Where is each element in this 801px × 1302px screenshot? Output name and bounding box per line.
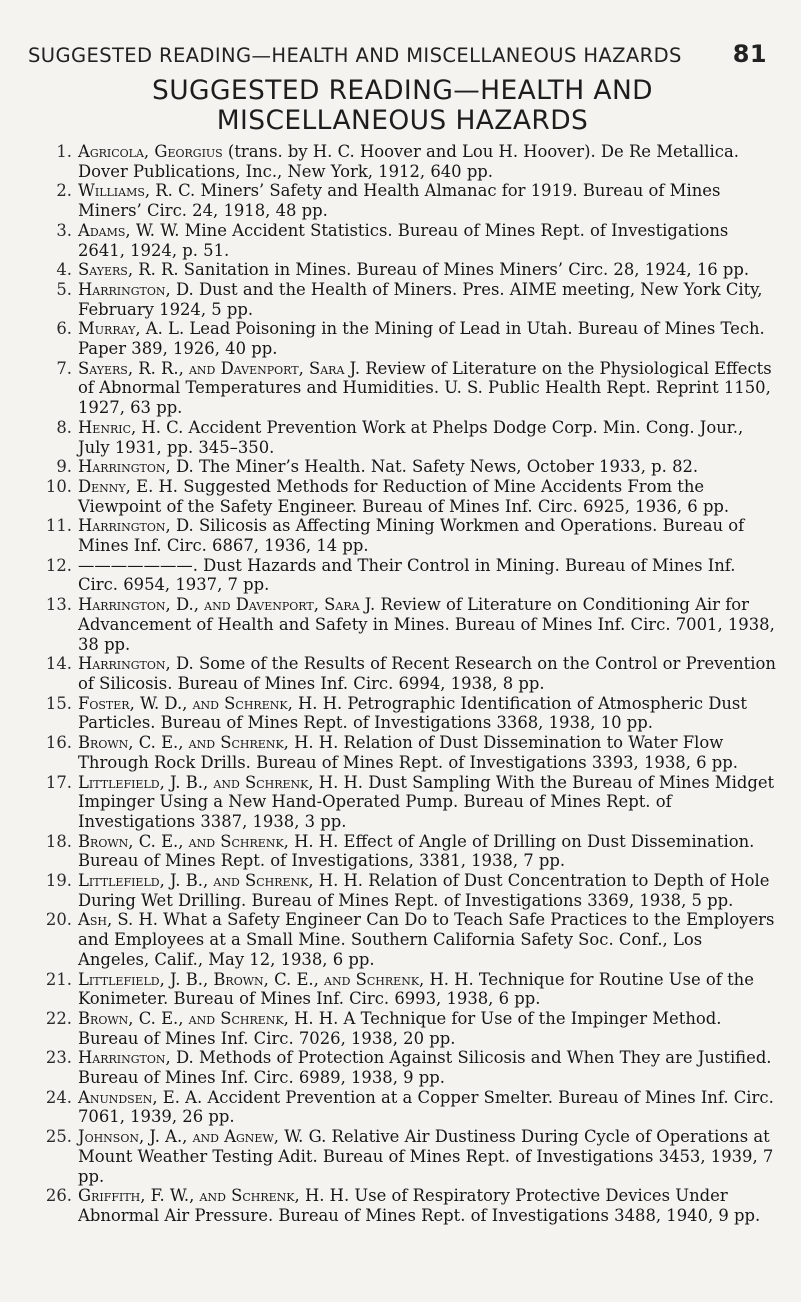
reference-number: 18.	[45, 831, 72, 851]
reference-citation: Silicosis as Affecting Mining Workmen and Operations. Bureau of Mines Inf. Circ. 6867, 1936, 14 pp.	[78, 516, 745, 556]
reference-author: Littlefield, J. B., Brown, C. E., and Schrenk, H. H.	[78, 969, 474, 989]
reference-list	[28, 142, 777, 1226]
reference-item	[28, 970, 777, 1009]
reference-text	[78, 871, 777, 910]
reference-item	[28, 280, 777, 319]
reference-number: 9.	[56, 457, 72, 477]
reference-item	[28, 1127, 777, 1186]
reference-text	[78, 181, 777, 220]
reference-item	[28, 319, 777, 358]
reference-citation: Dust Hazards and Their Control in Mining. Bureau of Mines Inf. Circ. 6954, 1937, 7 pp.	[78, 555, 736, 595]
reference-item	[28, 457, 777, 477]
page-number: 81	[732, 40, 767, 68]
reference-number: 14.	[45, 654, 72, 674]
reference-text	[78, 654, 777, 693]
reference-citation: Suggested Methods for Reduction of Mine Accidents From the Viewpoint of the Safety Engineer. Bureau of Mines Inf. Circ. 6925, 1936, 6 pp.	[78, 476, 730, 516]
reference-author: Williams, R. C.	[78, 181, 196, 201]
reference-item	[28, 477, 777, 516]
reference-item	[28, 181, 777, 220]
reference-item	[28, 654, 777, 693]
reference-number: 3.	[56, 220, 72, 240]
reference-item	[28, 595, 777, 654]
reference-author: Harrington, D.	[78, 457, 194, 477]
reference-text	[78, 1186, 777, 1225]
reference-citation: Relative Air Dustiness During Cycle of Operations at Mount Weather Testing Adit. Bureau of Mines Rept. of Investigations 3453, 1939, 7 pp.	[78, 1127, 774, 1186]
reference-citation: What a Safety Engineer Can Do to Teach Safe Practices to the Employers and Employees at a Small Mine. Southern California Safety Soc. Conf., Los Angeles, Calif., May 12, 1938, 6 pp.	[78, 910, 775, 969]
reference-author: Brown, C. E., and Schrenk, H. H.	[78, 831, 339, 851]
reference-author: Denny, E. H.	[78, 476, 178, 496]
reference-number: 20.	[45, 910, 72, 930]
reference-author: Harrington, D.	[78, 654, 194, 674]
reference-text	[78, 359, 777, 418]
reference-citation: (trans. by H. C. Hoover and Lou H. Hoover). De Re Metallica. Dover Publications, Inc., New York, 1912, 640 pp.	[78, 142, 739, 181]
reference-number: 22.	[45, 1008, 72, 1028]
running-head	[28, 0, 777, 68]
reference-item	[28, 359, 777, 418]
reference-item	[28, 142, 777, 181]
reference-text	[78, 1127, 777, 1186]
reference-author: Murray, A. L.	[78, 319, 185, 339]
reference-number: 16.	[45, 733, 72, 753]
reference-item	[28, 733, 777, 772]
reference-text	[78, 142, 777, 181]
reference-item	[28, 1009, 777, 1048]
reference-author: Littlefield, J. B., and Schrenk, H. H.	[78, 871, 364, 891]
reference-text	[78, 221, 777, 260]
reference-text	[78, 260, 777, 280]
reference-author: Foster, W. D., and Schrenk, H. H.	[78, 693, 343, 713]
reference-number: 11.	[45, 516, 72, 536]
reference-item	[28, 1186, 777, 1225]
reference-author: Henric, H. C.	[78, 417, 184, 437]
reference-author: Anundsen, E. A.	[78, 1087, 203, 1107]
reference-text	[78, 1009, 777, 1048]
reference-number: 5.	[56, 279, 72, 299]
reference-text	[78, 595, 777, 654]
reference-citation: Relation of Dust Concentration to Depth of Hole During Wet Drilling. Bureau of Mines Rept. of Investigations 3369, 1938, 5 pp.	[78, 871, 770, 910]
reference-citation: Some of the Results of Recent Research on the Control or Prevention of Silicosis. Bureau of Mines Inf. Circ. 6994, 1938, 8 pp.	[78, 654, 776, 693]
reference-text	[78, 733, 777, 772]
reference-author: Harrington, D.	[78, 1048, 194, 1068]
reference-text	[78, 457, 777, 477]
reference-number: 19.	[45, 871, 72, 891]
reference-number: 13.	[45, 595, 72, 615]
reference-citation: Review of Literature on Conditioning Air for Advancement of Health and Safety in Mines. Bureau of Mines Inf. Circ. 7001, 1938, 38 pp.	[78, 595, 775, 654]
reference-text	[78, 280, 777, 319]
reference-citation: Miners’ Safety and Health Almanac for 1919. Bureau of Mines Miners’ Circ. 24, 1918, 48 pp.	[78, 181, 721, 221]
reference-text	[78, 1088, 777, 1127]
reference-text	[78, 694, 777, 733]
reference-text	[78, 477, 777, 516]
reference-author: Littlefield, J. B., and Schrenk, H. H.	[78, 772, 364, 792]
reference-item	[28, 556, 777, 595]
reference-item	[28, 221, 777, 260]
reference-author: Johnson, J. A., and Agnew, W. G.	[78, 1127, 327, 1147]
reference-text	[78, 556, 777, 595]
reference-item	[28, 260, 777, 280]
reference-text	[78, 970, 777, 1009]
reference-citation: Sanitation in Mines. Bureau of Mines Miners’ Circ. 28, 1924, 16 pp.	[178, 260, 750, 280]
reference-number: 4.	[56, 260, 72, 280]
reference-number: 23.	[45, 1048, 72, 1068]
reference-item	[28, 773, 777, 832]
reference-author: Brown, C. E., and Schrenk, H. H.	[78, 1008, 339, 1028]
section-title-line-2: MISCELLANEOUS HAZARDS	[216, 105, 589, 136]
reference-text	[78, 773, 777, 832]
reference-author: Ash, S. H.	[78, 910, 158, 930]
reference-number: 12.	[45, 555, 72, 575]
reference-citation: Effect of Angle of Drilling on Dust Dissemination. Bureau of Mines Rept. of Investigations, 3381, 1938, 7 pp.	[78, 831, 755, 871]
reference-citation: Technique for Routine Use of the Konimeter. Bureau of Mines Inf. Circ. 6993, 1938, 6 pp.	[78, 969, 754, 1009]
reference-author: Brown, C. E., and Schrenk, H. H.	[78, 733, 339, 753]
reference-text	[78, 418, 777, 457]
reference-number: 10.	[45, 476, 72, 496]
reference-citation: Use of Respiratory Protective Devices Under Abnormal Air Pressure. Bureau of Mines Rept. of Investigations 3488, 1940, 9 pp.	[78, 1186, 761, 1225]
reference-item	[28, 418, 777, 457]
reference-author: Harrington, D.	[78, 279, 194, 299]
reference-citation: The Miner’s Health. Nat. Safety News, October 1933, p. 82.	[193, 457, 699, 477]
reference-author: ———————.	[78, 555, 198, 575]
reference-citation: Dust and the Health of Miners. Pres. AIME meeting, New York City, February 1924, 5 pp.	[78, 279, 763, 319]
reference-citation: Accident Prevention at a Copper Smelter. Bureau of Mines Inf. Circ. 7061, 1939, 26 pp.	[78, 1087, 774, 1127]
reference-text	[78, 832, 777, 871]
reference-author: Griffith, F. W., and Schrenk, H. H.	[78, 1186, 350, 1206]
reference-item	[28, 516, 777, 555]
reference-item	[28, 694, 777, 733]
reference-author: Sayers, R. R.	[78, 260, 179, 280]
reference-number: 7.	[56, 358, 72, 378]
reference-item	[28, 832, 777, 871]
reference-text	[78, 319, 777, 358]
reference-number: 25.	[45, 1127, 72, 1147]
reference-citation: Accident Prevention Work at Phelps Dodge Corp. Min. Cong. Jour., July 1931, pp. 345–350.	[78, 417, 744, 457]
running-head-title: SUGGESTED READING—HEALTH AND MISCELLANEOUS HAZARDS	[28, 44, 682, 67]
reference-citation: Mine Accident Statistics. Bureau of Mines Rept. of Investigations 2641, 1924, p. 51.	[78, 220, 729, 260]
reference-item	[28, 871, 777, 910]
reference-number: 1.	[56, 142, 72, 161]
reference-item	[28, 1088, 777, 1127]
reference-text	[78, 910, 777, 969]
reference-item	[28, 910, 777, 969]
reference-author: Sayers, R. R., and Davenport, Sara J.	[78, 358, 361, 378]
reference-text	[78, 1048, 777, 1087]
reference-item	[28, 1048, 777, 1087]
reference-number: 8.	[56, 417, 72, 437]
reference-number: 6.	[56, 319, 72, 339]
reference-author: Harrington, D.	[78, 516, 194, 536]
reference-number: 24.	[45, 1087, 72, 1107]
reference-citation: A Technique for Use of the Impinger Method. Bureau of Mines Inf. Circ. 7026, 1938, 20 pp.	[78, 1008, 722, 1048]
reference-author: Harrington, D., and Davenport, Sara J.	[78, 595, 376, 615]
reference-citation: Review of Literature on the Physiological Effects of Abnormal Temperatures and Humidities. U. S. Public Health Rept. Reprint 1150, 1927, 63 pp.	[78, 358, 772, 418]
reference-number: 2.	[56, 181, 72, 201]
reference-number: 26.	[45, 1186, 72, 1206]
reference-number: 15.	[45, 693, 72, 713]
reference-citation: Relation of Dust Dissemination to Water Flow Through Rock Drills. Bureau of Mines Rept. of Investigations 3393, 1938, 6 pp.	[78, 733, 738, 772]
section-title	[28, 76, 777, 136]
reference-citation: Dust Sampling With the Bureau of Mines Midget Impinger Using a New Hand-Operated Pump. Bureau of Mines Rept. of Investigations 3387, 1938, 3 pp.	[78, 772, 775, 831]
reference-text	[78, 516, 777, 555]
reference-citation: Methods of Protection Against Silicosis and When They are Justified. Bureau of Mines Inf. Circ. 6989, 1938, 9 pp.	[78, 1048, 772, 1088]
reference-citation: Lead Poisoning in the Mining of Lead in Utah. Bureau of Mines Tech. Paper 389, 1926, 40 pp.	[78, 319, 765, 359]
reference-number: 21.	[45, 969, 72, 989]
section-title-line-1: SUGGESTED READING—HEALTH AND	[152, 75, 653, 106]
reference-author: Agricola, Georgius	[78, 142, 223, 161]
reference-author: Adams, W. W.	[78, 220, 180, 240]
reference-citation: Petrographic Identification of Atmospheric Dust Particles. Bureau of Mines Rept. of Investigations 3368, 1938, 10 pp.	[78, 693, 747, 733]
reference-number: 17.	[45, 772, 72, 792]
